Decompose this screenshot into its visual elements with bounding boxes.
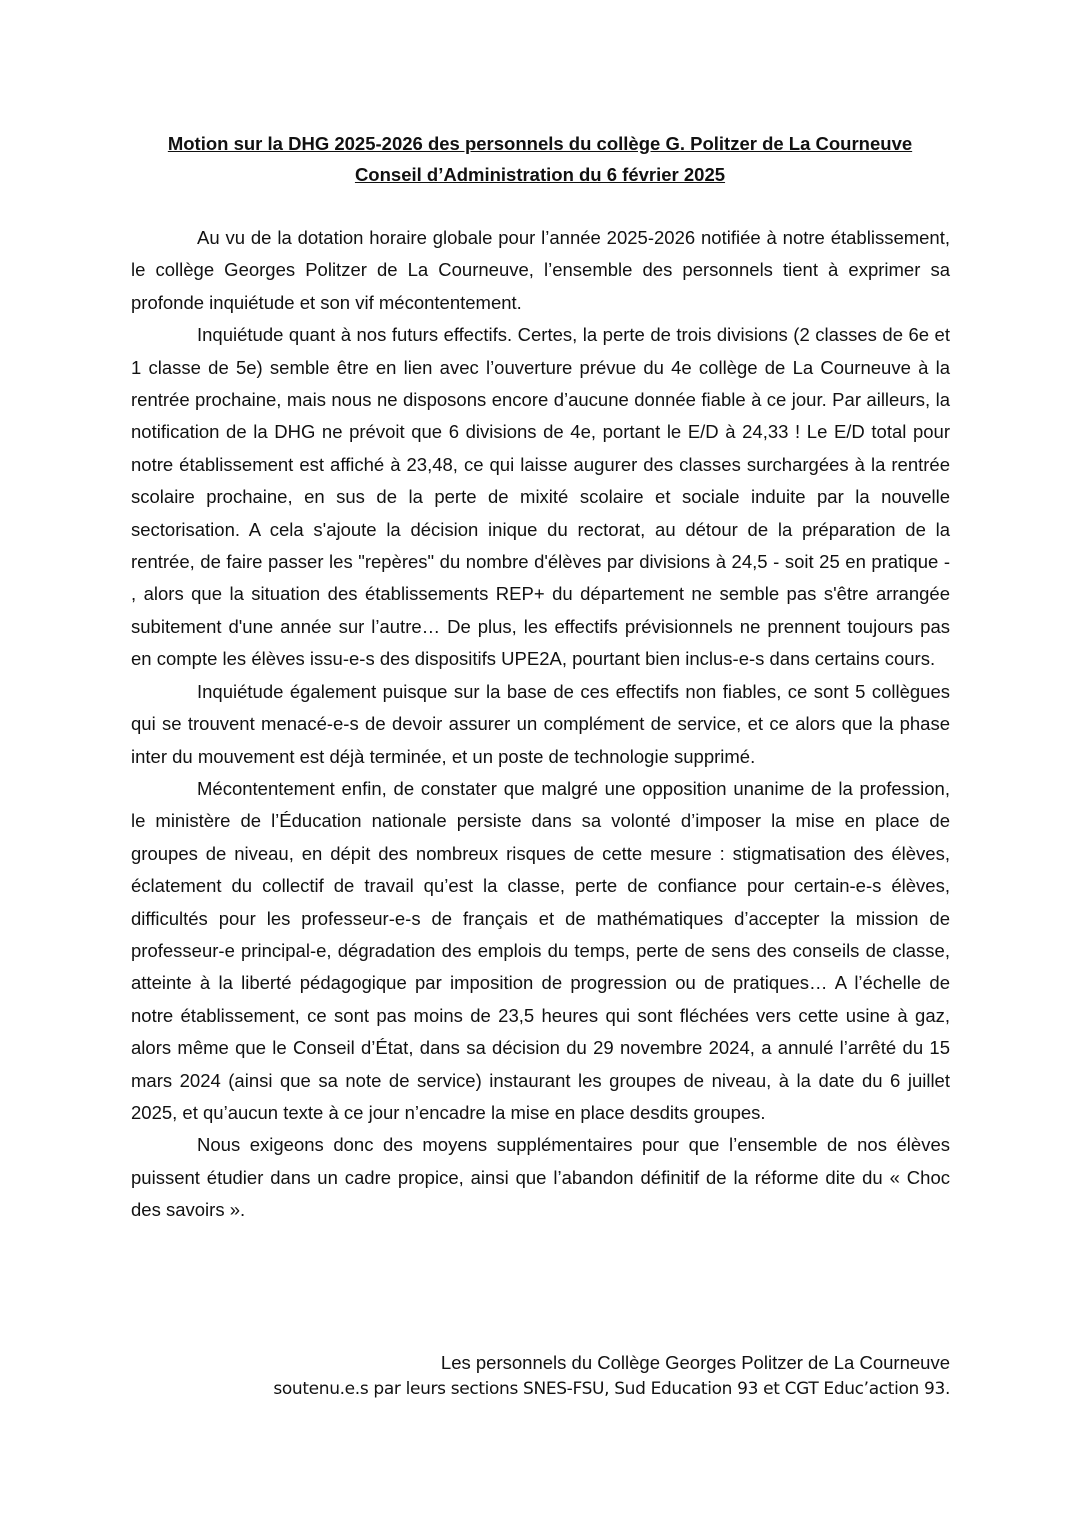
document-body — [131, 222, 950, 1227]
paragraph-groupes-niveau: Mécontentement enfin, de constater que malgré une opposition unanime de la profession, le ministère de l’Éducation nationale persiste dans sa volonté d’imposer la mise en place de groupes de niveau, en dépit des nombreux risques de cette mesure : stigmatisation des élèves, éclatement du collectif de travail qu’est la classe, perte de confiance pour certain-e-s élèves, difficultés pour les professeur-e-s de français et de mathématiques d’accepter la mission de professeur-e principal-e, dégradation des emplois du temps, perte de sens des conseils de classe, atteinte à la liberté pédagogique par imposition de progression ou de pratiques… A l’échelle de notre établissement, ce sont pas moins de 23,5 heures qui sont fléchées vers cette usine à gaz, alors même que le Conseil d’État, dans sa décision du 29 novembre 2024, a annulé l’arrêté du 15 mars 2024 (ainsi que sa note de service) instaurant les groupes de niveau, à la date du 6 juillet 2025, et qu’aucun texte à ce jour n’encadre la mise en place desdits groupes. — [131, 777, 950, 1123]
title-line-motion: Motion sur la DHG 2025-2026 des personnels du collège G. Politzer de La Courneuve — [167, 133, 913, 154]
paragraph-intro: Au vu de la dotation horaire globale pour l’année 2025-2026 notifiée à notre établissement, le collège Georges Politzer de La Courneuve, l’ensemble des personnels tient à exprimer sa profonde inquiétude et son vif mécontentement. — [131, 227, 950, 313]
signature-personnels: Les personnels du Collège Georges Politzer de La Courneuve — [440, 1352, 950, 1373]
paragraph-effectifs: Inquiétude quant à nos futurs effectifs. Certes, la perte de trois divisions (2 classes de 6e et 1 classe de 5e) semble être en lien avec l’ouverture prévue du 4e collège de La Courneuve à la rentrée prochaine, mais nous ne disposons encore d’aucune donnée fiable à ce jour. Par ailleurs, la notification de la DHG ne prévoit que 6 divisions de 4e, portant le E/D à 24,33 ! Le E/D total pour notre établissement est affiché à 23,48, ce qui laisse augurer des classes surchargées à la rentrée scolaire prochaine, en sus de la perte de mixité scolaire et sociale induite par la nouvelle sectorisation. A cela s'ajoute la décision inique du rectorat, au détour de la préparation de la rentrée, de faire passer les "repères" du nombre d'élèves par divisions à 24,5 - soit 25 en pratique - , alors que la situation des établissements REP+ du département ne semble pas s'être arrangée subitement d'une année sur l’autre… De plus, les effectifs prévisionnels ne prennent toujours pas en compte les élèves issu-e-s des dispositifs UPE2A, pourtant bien inclus-e-s dans certains cours. — [131, 324, 950, 670]
paragraph-exigences: Nous exigeons donc des moyens supplémentaires pour que l’ensemble de nos élèves puissent étudier dans un cadre propice, ainsi que l’abandon définitif de la réforme dite du « Choc des savoirs ». — [131, 1134, 950, 1221]
document-title — [100, 128, 980, 190]
signature-sections: soutenu.e.s par leurs sections SNES-FSU, Sud Education 93 et CGT Educ’action 93. — [273, 1379, 950, 1399]
paragraph-complement-service: Inquiétude également puisque sur la base de ces effectifs non fiables, ce sont 5 collègues qui se trouvent menacé-e-s de devoir assurer un complément de service, et ce alors que la phase inter du mouvement est déjà terminée, et un poste de technologie supprimé. — [131, 680, 950, 767]
title-line-conseil: Conseil d’Administration du 6 février 2025 — [354, 164, 726, 185]
signature-block — [150, 1349, 950, 1403]
